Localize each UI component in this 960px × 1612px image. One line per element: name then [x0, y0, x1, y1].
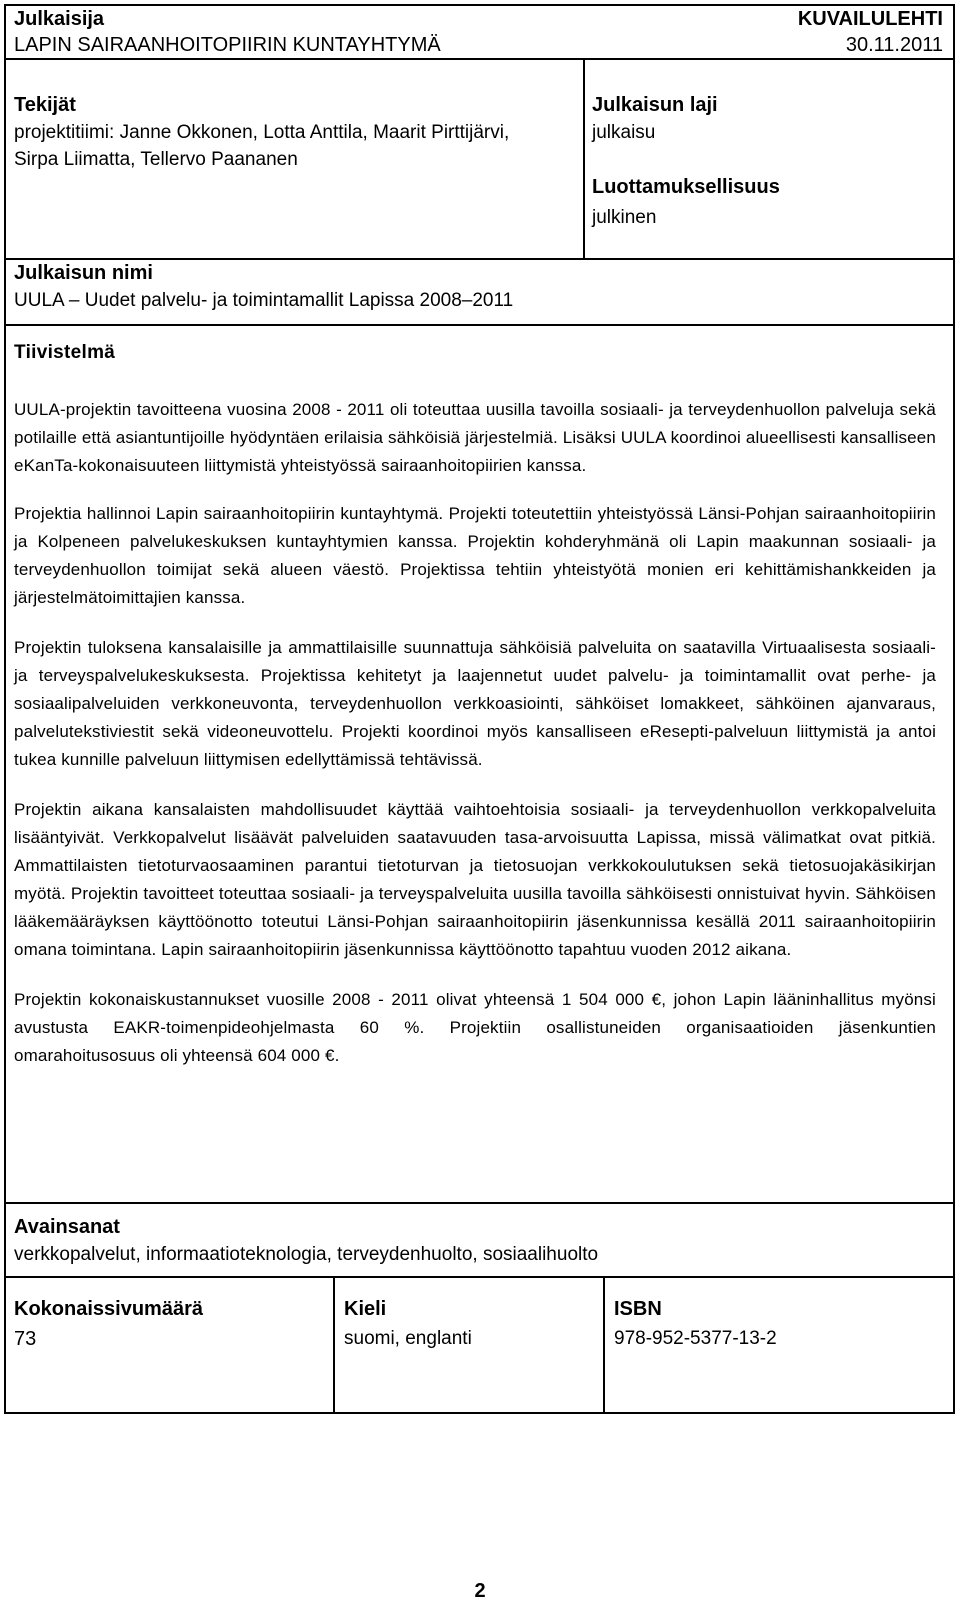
authors-line: projektitiimi: Janne Okkonen, Lotta Anttila, Maarit Pirttijärvi,: [14, 122, 510, 143]
summary-label: Tiivistelmä: [14, 342, 116, 363]
divider: [333, 1276, 335, 1412]
publication-title: UULA – Uudet palvelu- ja toimintamallit Lapissa 2008–2011: [14, 290, 514, 311]
divider: [6, 1276, 953, 1278]
authors-line: Sirpa Liimatta, Tellervo Paananen: [14, 149, 298, 170]
divider: [583, 58, 585, 258]
confidentiality-label: Luottamuksellisuus: [592, 176, 780, 198]
page-count-value: 73: [14, 1328, 37, 1350]
confidentiality-value: julkinen: [592, 207, 657, 228]
publication-date: 30.11.2011: [845, 34, 943, 56]
isbn-value: 978-952-5377-13-2: [614, 1328, 777, 1349]
page-number: 2: [474, 1580, 486, 1602]
divider: [603, 1276, 605, 1412]
divider: [6, 324, 953, 326]
page-count-label: Kokonaissivumäärä: [14, 1298, 203, 1320]
language-value: suomi, englanti: [344, 1328, 472, 1349]
summary-paragraph: Projektin aikana kansalaisten mahdollisuudet käyttää vaihtoehtoisia sosiaali- ja terveydenhuollon verkkopalveluita lisääntyivät. Verkkopalvelut lisäävät palveluiden saatavuuden tasa-arvoisuutta Lapissa, missä välimatkat ovat pitkiä. Ammattilaisten tietoturvaosaaminen parantui tietoturvan ja tietosuojan verkkokoulutuksen sekä tietosuojakäsikirjan myötä. Projektin tavoitteet toteuttaa sosiaali- ja terveyspalveluita uusilla tavoilla sähköisesti onnistuivat hyvin. Sähköisen lääkemääräyksen käyttöönotto toteutui Länsi-Pohjan sairaanhoitopiirin jäsenkunnissa kesällä 2011 sairaanhoitopiirin omana toimintana. Lapin sairaanhoitopiirin jäsenkunnissa käyttöönotto tapahtuu vuoden 2012 aikana.: [14, 800, 936, 959]
publisher-value: LAPIN SAIRAANHOITOPIIRIN KUNTAYHTYMÄ: [14, 34, 441, 56]
summary-paragraph: Projektin tuloksena kansalaisille ja ammattilaisille suunnattuja sähköisiä palveluita on saatavilla Virtuaalisesta sosiaali- ja terveyspalvelukeskuksesta. Projektissa kehitetyt ja laajennetut uudet palvelu- ja toimintamallit ovat perhe- ja sosiaalipalveluiden verkkoneuvonta, terveydenhuollon verkkoasiointi, sähköiset lomakkeet, sähköinen ajanvaraus, palvelutekstiviestit sekä videoneuvottelu. Projekti koordinoi myös kansalliseen eResepti-palveluun liittymistä ja antoi tukea kunnille palveluun liittymisen edellyttämissä tehtävissä.: [14, 638, 936, 769]
divider: [6, 58, 953, 60]
summary-paragraph: Projektia hallinnoi Lapin sairaanhoitopiirin kuntayhtymä. Projekti toteutettiin yhteistyössä Länsi-Pohjan sairaanhoitopiirin ja Kolpeneen palvelukeskuksen kuntayhtymien kanssa. Projektin kohderyhmänä oli Lapin maakunnan sosiaali- ja terveydenhuollon toimijat sekä alueen väestö. Projektissa tehtiin yhteistyötä monien eri kehittämishankkeiden ja järjestelmätoimittajien kanssa.: [14, 504, 936, 607]
language-label: Kieli: [344, 1298, 387, 1320]
doc-type: KUVAILULEHTI: [797, 8, 943, 30]
title-label: Julkaisun nimi: [14, 262, 153, 284]
summary-paragraph: Projektin kokonaiskustannukset vuosille 2008 - 2011 olivat yhteensä 1 504 000 €, johon Lapin lääninhallitus myönsi avustusta EAKR-toimenpideohjelmasta 60 %. Projektiin osallistuneiden organisaatioiden jäsenkuntien omarahoitusosuus oli yhteensä 604 000 €.: [14, 990, 936, 1065]
isbn-label: ISBN: [614, 1298, 662, 1320]
keywords-value: verkkopalvelut, informaatioteknologia, terveydenhuolto, sosiaalihuolto: [14, 1244, 599, 1265]
pub-type-label: Julkaisun laji: [592, 94, 718, 116]
authors-label: Tekijät: [14, 94, 76, 116]
keywords-label: Avainsanat: [14, 1216, 120, 1238]
publisher-label: Julkaisija: [14, 8, 105, 30]
summary-body: [14, 396, 936, 1090]
pub-type-value: julkaisu: [592, 122, 656, 143]
description-sheet-frame: [4, 4, 955, 1414]
summary-paragraph: UULA-projektin tavoitteena vuosina 2008 - 2011 oli toteuttaa uusilla tavoilla sosiaali- ja terveydenhuollon palveluja sekä potilaille että asiantuntijoille hyödyntäen erilaisia sähköisiä järjestelmiä. Lisäksi UULA koordinoi alueellisesti kansalliseen eKanTa-kokonaisuuteen liittymistä yhteistyössä sairaanhoitopiirien kanssa.: [14, 400, 936, 475]
divider: [6, 1202, 953, 1204]
